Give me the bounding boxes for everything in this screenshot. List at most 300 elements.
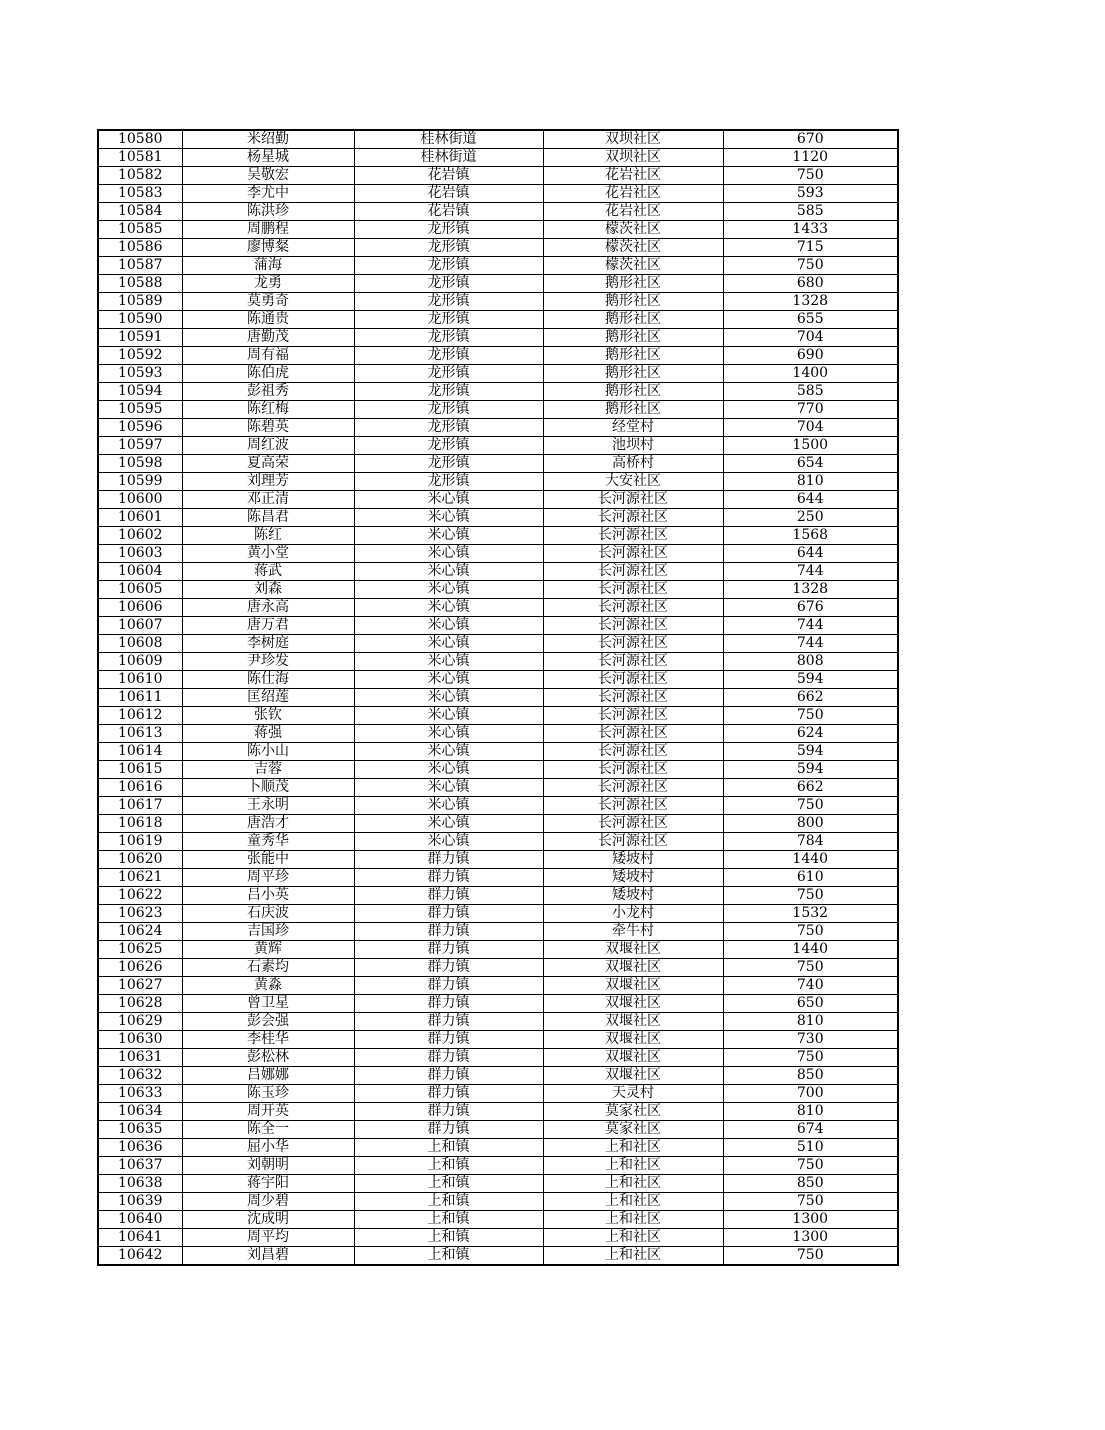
amount-cell: 1440 [723,851,898,869]
table-row [98,707,898,725]
person-name-cell: 唐永高 [182,599,354,617]
amount-cell: 810 [723,1103,898,1121]
community-cell: 长河源社区 [543,527,723,545]
record-id-cell: 10639 [98,1193,182,1211]
record-id-cell: 10629 [98,1013,182,1031]
table-row [98,923,898,941]
record-id-cell: 10615 [98,761,182,779]
table-row [98,401,898,419]
community-cell: 花岩社区 [543,185,723,203]
town-cell: 花岩镇 [354,185,543,203]
record-id-cell: 10632 [98,1067,182,1085]
community-cell: 长河源社区 [543,491,723,509]
community-cell: 鹅形社区 [543,401,723,419]
record-id-cell: 10628 [98,995,182,1013]
table-row [98,761,898,779]
person-name-cell: 蒲海 [182,257,354,275]
amount-cell: 662 [723,689,898,707]
town-cell: 群力镇 [354,1103,543,1121]
community-cell: 鹅形社区 [543,311,723,329]
person-name-cell: 沈成明 [182,1211,354,1229]
town-cell: 上和镇 [354,1211,543,1229]
record-id-cell: 10582 [98,167,182,185]
community-cell: 鹅形社区 [543,329,723,347]
amount-cell: 704 [723,329,898,347]
record-id-cell: 10587 [98,257,182,275]
record-id-cell: 10619 [98,833,182,851]
town-cell: 群力镇 [354,887,543,905]
amount-cell: 1500 [723,437,898,455]
community-cell: 小龙村 [543,905,723,923]
community-cell: 长河源社区 [543,689,723,707]
amount-cell: 730 [723,1031,898,1049]
amount-cell: 715 [723,239,898,257]
community-cell: 大安社区 [543,473,723,491]
person-name-cell: 杨星城 [182,149,354,167]
person-name-cell: 陈全一 [182,1121,354,1139]
table-row [98,437,898,455]
amount-cell: 644 [723,545,898,563]
table-row [98,1193,898,1211]
amount-cell: 704 [723,419,898,437]
town-cell: 龙形镇 [354,275,543,293]
amount-cell: 750 [723,923,898,941]
community-cell: 檬茨社区 [543,257,723,275]
table-row [98,725,898,743]
community-cell: 高桥村 [543,455,723,473]
town-cell: 米心镇 [354,635,543,653]
person-name-cell: 刘森 [182,581,354,599]
record-id-cell: 10631 [98,1049,182,1067]
town-cell: 群力镇 [354,941,543,959]
record-id-cell: 10625 [98,941,182,959]
town-cell: 群力镇 [354,1121,543,1139]
town-cell: 群力镇 [354,1085,543,1103]
community-cell: 双堰社区 [543,1049,723,1067]
person-name-cell: 蒋宇阳 [182,1175,354,1193]
amount-cell: 594 [723,671,898,689]
record-id-cell: 10614 [98,743,182,761]
table-row [98,635,898,653]
town-cell: 龙形镇 [354,455,543,473]
amount-cell: 850 [723,1067,898,1085]
person-name-cell: 陈红 [182,527,354,545]
community-cell: 鹅形社区 [543,383,723,401]
record-table [97,129,899,1266]
community-cell: 矮坡村 [543,887,723,905]
person-name-cell: 卜顺茂 [182,779,354,797]
town-cell: 上和镇 [354,1247,543,1266]
amount-cell: 750 [723,1049,898,1067]
amount-cell: 585 [723,203,898,221]
person-name-cell: 李桂华 [182,1031,354,1049]
town-cell: 龙形镇 [354,239,543,257]
town-cell: 龙形镇 [354,311,543,329]
amount-cell: 810 [723,1013,898,1031]
record-id-cell: 10585 [98,221,182,239]
person-name-cell: 吴敬宏 [182,167,354,185]
table-row [98,167,898,185]
table-row [98,815,898,833]
community-cell: 双坝社区 [543,130,723,149]
record-id-cell: 10637 [98,1157,182,1175]
person-name-cell: 匡绍莲 [182,689,354,707]
community-cell: 天灵村 [543,1085,723,1103]
town-cell: 群力镇 [354,1031,543,1049]
table-row [98,491,898,509]
community-cell: 长河源社区 [543,509,723,527]
town-cell: 米心镇 [354,689,543,707]
person-name-cell: 周鹏程 [182,221,354,239]
person-name-cell: 莫勇奇 [182,293,354,311]
town-cell: 龙形镇 [354,347,543,365]
town-cell: 群力镇 [354,995,543,1013]
amount-cell: 585 [723,383,898,401]
table-row [98,275,898,293]
community-cell: 上和社区 [543,1139,723,1157]
amount-cell: 770 [723,401,898,419]
community-cell: 长河源社区 [543,617,723,635]
record-id-cell: 10590 [98,311,182,329]
town-cell: 上和镇 [354,1175,543,1193]
town-cell: 龙形镇 [354,401,543,419]
town-cell: 米心镇 [354,653,543,671]
town-cell: 群力镇 [354,923,543,941]
table-row [98,833,898,851]
record-id-cell: 10620 [98,851,182,869]
record-id-cell: 10598 [98,455,182,473]
person-name-cell: 陈通贵 [182,311,354,329]
town-cell: 米心镇 [354,491,543,509]
community-cell: 双堰社区 [543,1067,723,1085]
person-name-cell: 刘昌碧 [182,1247,354,1266]
community-cell: 经堂村 [543,419,723,437]
table-row [98,743,898,761]
record-table-body [98,130,898,1265]
community-cell: 双堰社区 [543,977,723,995]
amount-cell: 784 [723,833,898,851]
person-name-cell: 唐浩才 [182,815,354,833]
person-name-cell: 刘理芳 [182,473,354,491]
record-id-cell: 10588 [98,275,182,293]
amount-cell: 624 [723,725,898,743]
town-cell: 群力镇 [354,905,543,923]
town-cell: 米心镇 [354,707,543,725]
amount-cell: 750 [723,1157,898,1175]
table-row [98,689,898,707]
amount-cell: 674 [723,1121,898,1139]
person-name-cell: 周开英 [182,1103,354,1121]
amount-cell: 750 [723,797,898,815]
community-cell: 莫家社区 [543,1103,723,1121]
person-name-cell: 彭祖秀 [182,383,354,401]
town-cell: 米心镇 [354,599,543,617]
town-cell: 龙形镇 [354,293,543,311]
community-cell: 檬茨社区 [543,239,723,257]
person-name-cell: 王永明 [182,797,354,815]
town-cell: 上和镇 [354,1139,543,1157]
amount-cell: 510 [723,1139,898,1157]
record-id-cell: 10597 [98,437,182,455]
table-row [98,1121,898,1139]
person-name-cell: 黄淼 [182,977,354,995]
record-id-cell: 10607 [98,617,182,635]
town-cell: 群力镇 [354,959,543,977]
person-name-cell: 吕小英 [182,887,354,905]
amount-cell: 750 [723,257,898,275]
community-cell: 长河源社区 [543,653,723,671]
record-id-cell: 10611 [98,689,182,707]
table-row [98,959,898,977]
amount-cell: 593 [723,185,898,203]
table-row [98,797,898,815]
table-row [98,1247,898,1266]
amount-cell: 700 [723,1085,898,1103]
table-row [98,509,898,527]
person-name-cell: 陈洪珍 [182,203,354,221]
record-id-cell: 10622 [98,887,182,905]
table-row [98,419,898,437]
amount-cell: 1440 [723,941,898,959]
record-id-cell: 10610 [98,671,182,689]
community-cell: 长河源社区 [543,833,723,851]
town-cell: 米心镇 [354,761,543,779]
record-id-cell: 10616 [98,779,182,797]
table-row [98,563,898,581]
town-cell: 米心镇 [354,671,543,689]
town-cell: 米心镇 [354,563,543,581]
record-id-cell: 10601 [98,509,182,527]
amount-cell: 750 [723,959,898,977]
community-cell: 花岩社区 [543,167,723,185]
town-cell: 米心镇 [354,617,543,635]
table-row [98,905,898,923]
record-id-cell: 10596 [98,419,182,437]
amount-cell: 594 [723,743,898,761]
town-cell: 龙形镇 [354,221,543,239]
community-cell: 上和社区 [543,1193,723,1211]
amount-cell: 655 [723,311,898,329]
amount-cell: 744 [723,617,898,635]
record-id-cell: 10602 [98,527,182,545]
town-cell: 米心镇 [354,581,543,599]
town-cell: 龙形镇 [354,383,543,401]
community-cell: 长河源社区 [543,599,723,617]
community-cell: 长河源社区 [543,815,723,833]
table-row [98,130,898,149]
person-name-cell: 米绍勤 [182,130,354,149]
record-id-cell: 10603 [98,545,182,563]
community-cell: 长河源社区 [543,779,723,797]
community-cell: 长河源社区 [543,725,723,743]
record-id-cell: 10612 [98,707,182,725]
community-cell: 双堰社区 [543,995,723,1013]
person-name-cell: 曾卫星 [182,995,354,1013]
town-cell: 龙形镇 [354,365,543,383]
community-cell: 长河源社区 [543,743,723,761]
table-row [98,527,898,545]
table-row [98,1085,898,1103]
table-row [98,1175,898,1193]
amount-cell: 1568 [723,527,898,545]
record-id-cell: 10595 [98,401,182,419]
person-name-cell: 李尤中 [182,185,354,203]
town-cell: 群力镇 [354,1067,543,1085]
amount-cell: 680 [723,275,898,293]
community-cell: 长河源社区 [543,635,723,653]
town-cell: 米心镇 [354,743,543,761]
community-cell: 上和社区 [543,1211,723,1229]
community-cell: 双堰社区 [543,959,723,977]
record-id-cell: 10589 [98,293,182,311]
table-row [98,977,898,995]
community-cell: 双堰社区 [543,1013,723,1031]
amount-cell: 676 [723,599,898,617]
record-id-cell: 10581 [98,149,182,167]
record-id-cell: 10642 [98,1247,182,1266]
community-cell: 鹅形社区 [543,365,723,383]
amount-cell: 808 [723,653,898,671]
table-row [98,1031,898,1049]
community-cell: 双堰社区 [543,1031,723,1049]
record-id-cell: 10621 [98,869,182,887]
community-cell: 上和社区 [543,1175,723,1193]
amount-cell: 1300 [723,1211,898,1229]
record-id-cell: 10623 [98,905,182,923]
table-row [98,365,898,383]
community-cell: 上和社区 [543,1157,723,1175]
record-id-cell: 10624 [98,923,182,941]
table-row [98,221,898,239]
amount-cell: 690 [723,347,898,365]
amount-cell: 1328 [723,293,898,311]
town-cell: 群力镇 [354,869,543,887]
person-name-cell: 李树庭 [182,635,354,653]
table-row [98,311,898,329]
table-row [98,1139,898,1157]
record-id-cell: 10608 [98,635,182,653]
amount-cell: 662 [723,779,898,797]
table-row [98,887,898,905]
person-name-cell: 唐万君 [182,617,354,635]
person-name-cell: 吕娜娜 [182,1067,354,1085]
amount-cell: 750 [723,1193,898,1211]
table-row [98,1211,898,1229]
table-row [98,1049,898,1067]
table-row [98,257,898,275]
table-row [98,617,898,635]
town-cell: 米心镇 [354,509,543,527]
community-cell: 长河源社区 [543,797,723,815]
amount-cell: 744 [723,563,898,581]
amount-cell: 610 [723,869,898,887]
amount-cell: 1120 [723,149,898,167]
amount-cell: 1433 [723,221,898,239]
town-cell: 上和镇 [354,1157,543,1175]
person-name-cell: 陈碧英 [182,419,354,437]
record-id-cell: 10613 [98,725,182,743]
amount-cell: 750 [723,167,898,185]
table-row [98,1103,898,1121]
community-cell: 矮坡村 [543,851,723,869]
table-row [98,1229,898,1247]
record-id-cell: 10605 [98,581,182,599]
community-cell: 鹅形社区 [543,347,723,365]
table-row [98,1013,898,1031]
person-name-cell: 彭松林 [182,1049,354,1067]
community-cell: 双堰社区 [543,941,723,959]
amount-cell: 1328 [723,581,898,599]
amount-cell: 644 [723,491,898,509]
person-name-cell: 陈红梅 [182,401,354,419]
table-row [98,653,898,671]
person-name-cell: 石素均 [182,959,354,977]
amount-cell: 810 [723,473,898,491]
person-name-cell: 陈仕海 [182,671,354,689]
person-name-cell: 刘朝明 [182,1157,354,1175]
community-cell: 上和社区 [543,1229,723,1247]
record-id-cell: 10592 [98,347,182,365]
record-id-cell: 10635 [98,1121,182,1139]
person-name-cell: 邓正清 [182,491,354,509]
amount-cell: 750 [723,707,898,725]
table-row [98,851,898,869]
table-row [98,545,898,563]
town-cell: 米心镇 [354,833,543,851]
table-row [98,995,898,1013]
person-name-cell: 蒋武 [182,563,354,581]
person-name-cell: 张钦 [182,707,354,725]
person-name-cell: 周少碧 [182,1193,354,1211]
town-cell: 花岩镇 [354,167,543,185]
amount-cell: 1400 [723,365,898,383]
person-name-cell: 周平珍 [182,869,354,887]
town-cell: 龙形镇 [354,473,543,491]
amount-cell: 1300 [723,1229,898,1247]
table-row [98,347,898,365]
record-id-cell: 10593 [98,365,182,383]
record-id-cell: 10617 [98,797,182,815]
table-row [98,203,898,221]
record-id-cell: 10634 [98,1103,182,1121]
person-name-cell: 蒋强 [182,725,354,743]
record-id-cell: 10606 [98,599,182,617]
record-id-cell: 10630 [98,1031,182,1049]
record-id-cell: 10618 [98,815,182,833]
table-row [98,779,898,797]
record-id-cell: 10636 [98,1139,182,1157]
record-id-cell: 10583 [98,185,182,203]
person-name-cell: 吉蓉 [182,761,354,779]
table-row [98,1157,898,1175]
person-name-cell: 周平均 [182,1229,354,1247]
town-cell: 龙形镇 [354,329,543,347]
community-cell: 花岩社区 [543,203,723,221]
amount-cell: 650 [723,995,898,1013]
town-cell: 米心镇 [354,725,543,743]
town-cell: 上和镇 [354,1193,543,1211]
town-cell: 群力镇 [354,851,543,869]
person-name-cell: 黄小堂 [182,545,354,563]
town-cell: 米心镇 [354,527,543,545]
community-cell: 长河源社区 [543,761,723,779]
amount-cell: 800 [723,815,898,833]
amount-cell: 250 [723,509,898,527]
community-cell: 长河源社区 [543,581,723,599]
person-name-cell: 彭会强 [182,1013,354,1031]
record-id-cell: 10633 [98,1085,182,1103]
person-name-cell: 陈昌君 [182,509,354,527]
